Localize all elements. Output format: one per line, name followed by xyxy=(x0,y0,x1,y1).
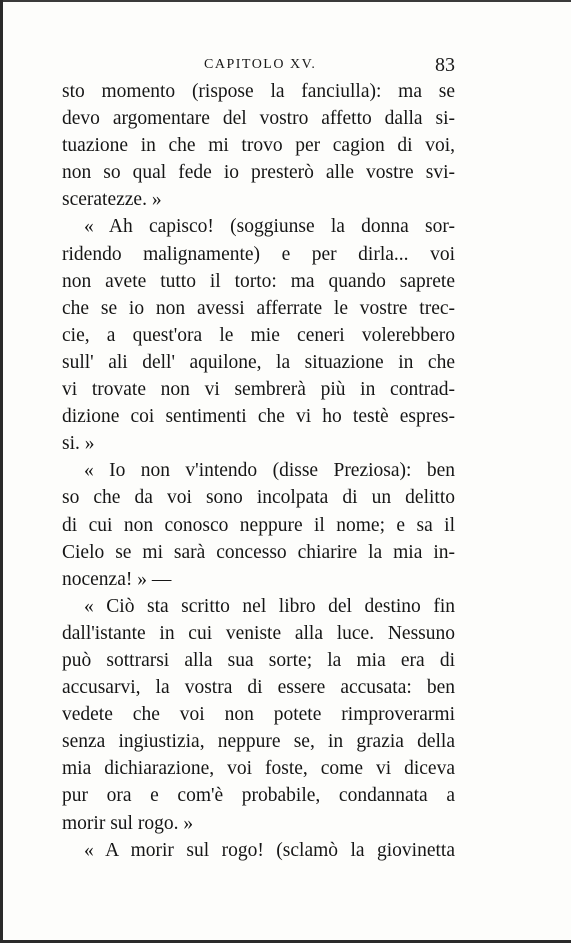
page-left-edge xyxy=(0,0,3,943)
text-line: « Io non v'intendo (disse Preziosa): ben xyxy=(84,460,455,482)
text-line: può sottrarsi alla sua sorte; la mia era di xyxy=(62,649,455,671)
text-line: « A morir sul rogo! (sclamò la giovinetta xyxy=(84,839,455,861)
body-text xyxy=(62,78,455,864)
text-line: sceratezze. » xyxy=(62,189,162,211)
text-line: vedete che voi non potete rimproverarmi xyxy=(62,704,455,726)
text-line: dizione coi sentimenti che vi ho testè espres- xyxy=(62,406,455,428)
paragraph xyxy=(62,457,455,592)
text-line: nocenza! » — xyxy=(62,568,172,590)
text-line: dall'istante in cui veniste alla luce. Nessuno xyxy=(62,622,455,644)
text-line: morir sul rogo. » xyxy=(62,812,194,834)
text-line: accusarvi, la vostra di essere accusata: ben xyxy=(62,677,455,699)
text-line: mia dichiarazione, voi foste, come vi diceva xyxy=(62,758,455,780)
paragraph xyxy=(62,78,455,213)
paragraph xyxy=(62,837,455,864)
text-line: sto momento (rispose la fanciulla): ma se xyxy=(62,81,455,102)
text-line: di cui non conosco neppure il nome; e sa il xyxy=(62,514,455,536)
page-top-edge xyxy=(0,0,571,2)
text-line: devo argomentare del vostro affetto dalla si- xyxy=(62,108,455,130)
text-line: tuazione in che mi trovo per cagion di voi, xyxy=(62,135,455,157)
text-line: senza ingiustizia, neppure se, in grazia della xyxy=(62,731,455,753)
text-line: ridendo malignamente) e per dirla... voi xyxy=(62,243,455,265)
chapter-title: CAPITOLO XV. xyxy=(204,57,317,72)
paragraph xyxy=(62,593,455,837)
text-line: Cielo se mi sarà concesso chiarire la mia in- xyxy=(62,541,455,563)
running-head xyxy=(62,54,455,78)
text-line: so che da voi sono incolpata di un delitto xyxy=(62,487,455,509)
text-line: « Ciò sta scritto nel libro del destino fin xyxy=(84,595,455,617)
text-line: non so qual fede io presterò alle vostre svi- xyxy=(62,162,455,184)
text-line: « Ah capisco! (soggiunse la donna sor- xyxy=(84,216,455,238)
text-line: pur ora e com'è probabile, condannata a xyxy=(62,785,455,807)
text-line: cie, a quest'ora le mie ceneri volerebbero xyxy=(62,324,455,346)
text-line: che se io non avessi afferrate le vostre trec- xyxy=(62,297,455,319)
text-line: sull' ali dell' aquilone, la situazione in che xyxy=(62,351,455,373)
page-number: 83 xyxy=(435,54,455,76)
text-line: si. » xyxy=(62,433,95,455)
text-line: non avete tutto il torto: ma quando saprete xyxy=(62,270,455,292)
text-line: vi trovate non vi sembrerà più in contrad- xyxy=(62,379,455,401)
paragraph xyxy=(62,213,455,457)
